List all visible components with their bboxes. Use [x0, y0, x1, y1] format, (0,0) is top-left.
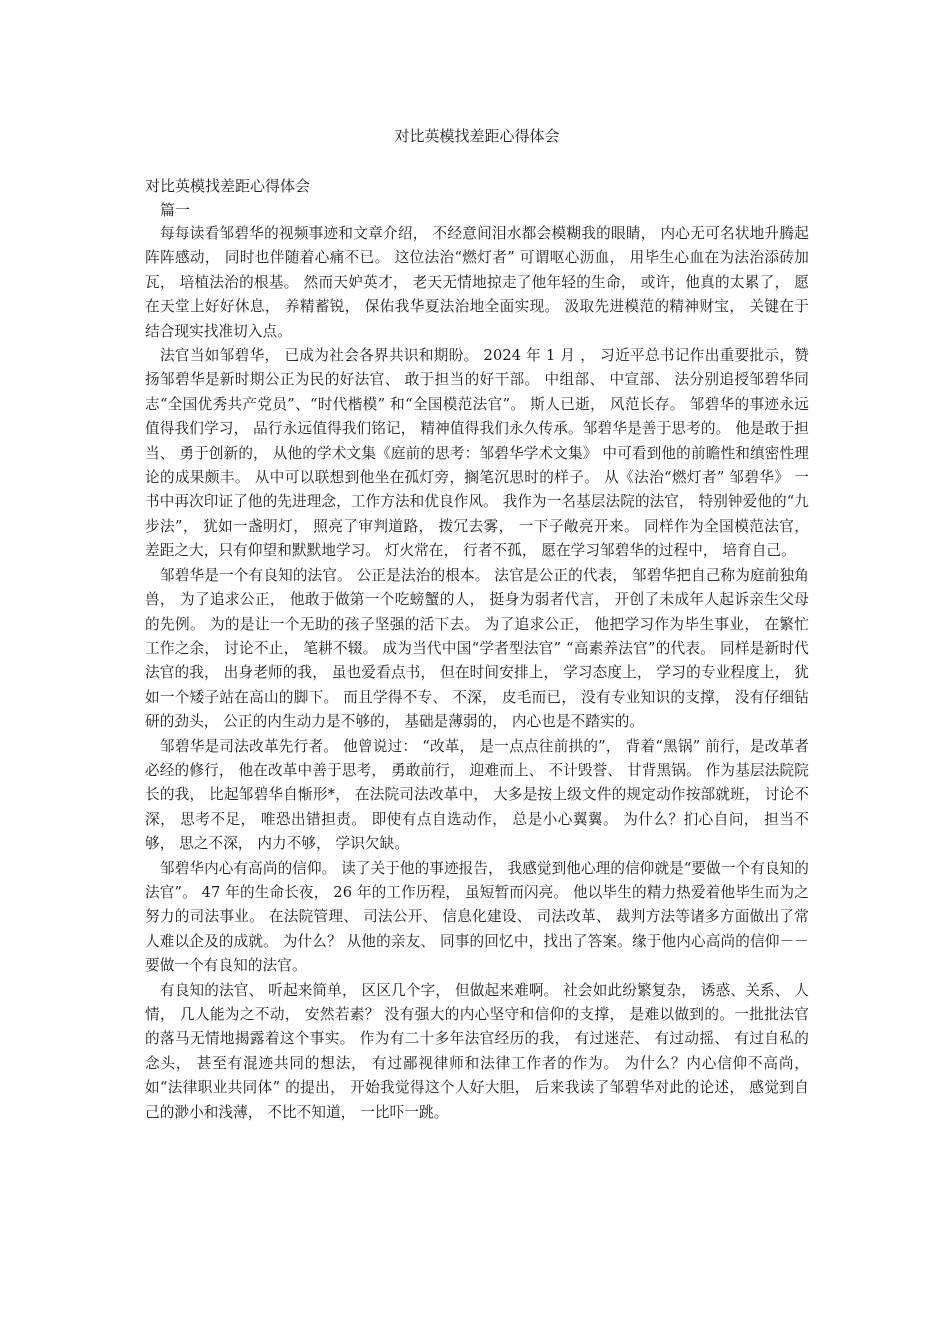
paragraph: 邹碧华内心有高尚的信仰。 读了关于他的事迹报告， 我感觉到他心理的信仰就是“要做一个有良知的法官”。 47 年的生命长夜， 26 年的工作历程， 虽短暂而闪亮。 他以毕生的精力热爱着他毕生而为之努力的司法事业。 在法院管理、 司法公开、 信息化建设、 司法改革、 裁判方法等诸多方面做出了常人难以企及的成就。 为什么？ 从他的亲友、 同事的回忆中，找出了答案。缘于他内心高尚的信仰－－要做一个有良知的法官。	[145, 859, 809, 975]
paragraph: 邹碧华是司法改革先行者。 他曾说过： “改革， 是一点点往前拱的”， 背着“黑锅” 前行，是改革者必经的修行， 他在改革中善于思考， 勇敢前行， 迎难而上、 不计毁誉、 甘背黑锅。 作为基层法院院长的我， 比起邹碧华自惭形*， 在法院司法改革中， 大多是按上级文件的规定动作按部就班， 讨论不深， 思考不足， 唯恐出错担责。 即使有点自选动作， 总是小心翼翼。 为什么？扪心自问， 担当不够， 思之不深， 内力不够， 学识欠缺。	[145, 737, 809, 853]
page-title: 对比英模找差距心得体会	[394, 127, 560, 145]
document-subtitle: 对比英模找差距心得体会	[145, 177, 311, 195]
paragraph: 有良知的法官、 听起来简单， 区区几个字， 但做起来难啊。 社会如此纷繁复杂， 诱惑、关系、 人情， 几人能为之不动， 安然若素？ 没有强大的内心坚守和信仰的支撑， 是难以做到的。一批批法官的落马无情地揭露着这个事实。 作为有二十多年法官经历的我， 有过迷茫、 有过动摇、 有过自私的念头， 甚至有混迹共同的想法， 有过鄙视律师和法律工作者的作为。 为什么？内心信仰不高尚， 如“法律职业共同体” 的提出， 开始我觉得这个人好大胆， 后来我读了邹碧华对此的论述， 感觉到自己的渺小和浅薄， 不比不知道， 一比吓一跳。	[145, 981, 809, 1121]
paragraph: 法官当如邹碧华， 已成为社会各界共识和期盼。 2024 年 1 月 ， 习近平总书记作出重要批示，赞扬邹碧华是新时期公正为民的好法官、 敢于担当的好干部。 中组部、 中宣部、 法分别追授邹碧华同志“全国优秀共产党员”、“时代楷模” 和“全国模范法官”。 斯人已逝， 风范长存。 邹碧华的事迹永远值得我们学习， 品行永远值得我们铭记， 精神值得我们永久传承。邹碧华是善于思考的。 他是敢于担当、 勇于创新的， 从他的学术文集《庭前的思考：邹碧华学术文集》 中可看到他的前瞻性和缜密性理论的成果颇丰。 从中可以联想到他坐在孤灯旁，搁笔沉思时的样子。 从《法治“燃灯者” 邹碧华》 一书中再次印证了他的先进理念，工作方法和优良作风。 我作为一名基层法院的法官， 特别钟爱他的“九步法”， 犹如一盏明灯， 照亮了审判道路， 拨冗去雾， 一下子敞亮开来。 同样作为全国模范法官， 差距之大，只有仰望和默默地学习。 灯火常在， 行者不孤， 愿在学习邹碧华的过程中， 培育自己。	[145, 347, 809, 560]
document-page	[145, 124, 809, 1125]
paragraph: 邹碧华是一个有良知的法官。 公正是法治的根本。 法官是公正的代表， 邹碧华把自己称为庭前独角兽， 为了追求公正， 他敢于做第一个吃螃蟹的人， 挺身为弱者代言， 开创了未成年人起诉亲生父母的先例。 为的是让一个无助的孩子坚强的活下去。 为了追求公正， 他把学习作为毕生事业， 在繁忙工作之余， 讨论不止， 笔耕不辍。 成为当代中国“学者型法官” “高素养法官”的代表。 同样是新时代法官的我， 出身老师的我， 虽也爱看点书， 但在时间安排上， 学习态度上， 学习的专业程度上， 犹如一个矮子站在高山的脚下。 而且学得不专、 不深， 皮毛而已， 没有专业知识的支撑， 没有仔细钻研的劲头， 公正的内生动力是不够的， 基础是薄弱的， 内心也是不踏实的。	[145, 566, 809, 731]
section-label: 篇一	[160, 201, 191, 219]
paragraph: 每每读看邹碧华的视频事迹和文章介绍， 不经意间泪水都会模糊我的眼睛， 内心无可名状地升腾起阵阵感动， 同时也伴随着心痛不已。 这位法治“燃灯者” 可谓呕心沥血， 用毕生心血在为法治添砖加瓦， 培植法治的根基。 然而天妒英才， 老天无情地掠走了他年轻的生命， 或许，他真的太累了， 愿在天堂上好好休息， 养精蓄锐， 保佑我华夏法治地全面实现。 汲取先进模范的精神财宝， 关键在于结合现实找准切入点。	[145, 225, 809, 340]
